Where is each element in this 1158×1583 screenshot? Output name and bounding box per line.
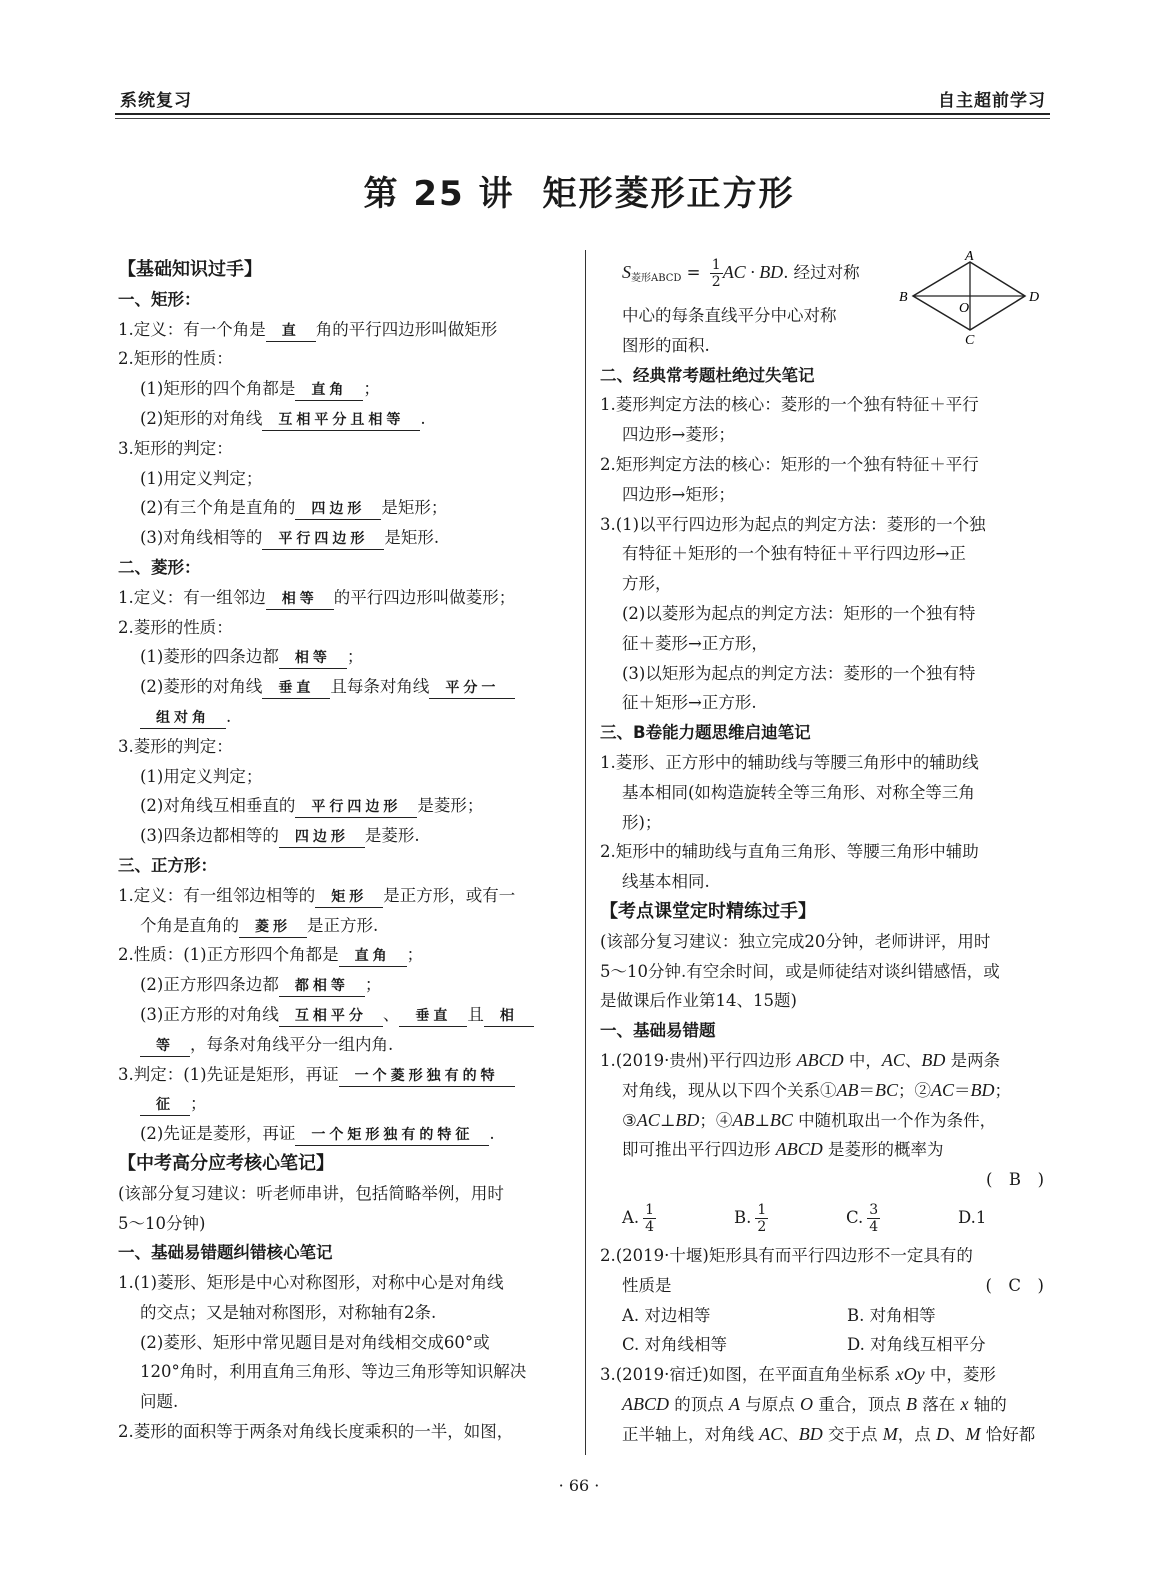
text: ； xyxy=(406,945,424,965)
fill-in-answer: 直角 xyxy=(339,946,407,967)
fill-in-answer: 相等 xyxy=(279,648,347,669)
text-line xyxy=(600,778,1052,808)
section-heading xyxy=(118,255,578,285)
fill-in-answer: 平分一 xyxy=(429,678,515,699)
lecture-number: 第 25 讲 xyxy=(363,174,515,214)
text-line xyxy=(118,1089,578,1119)
answer-options xyxy=(600,1195,1052,1241)
text: ＝ xyxy=(858,1080,875,1100)
text-line xyxy=(600,569,1052,599)
text: 有特征＋矩形的一个独有特征＋平行四边形→正 xyxy=(622,544,966,564)
math-symbol: BD xyxy=(921,1049,946,1070)
math-symbol: xOy xyxy=(895,1364,925,1385)
math-symbol: ABCD xyxy=(796,1049,844,1070)
text: 2.(2019·十堰)矩形具有而平行四边形不一定具有的 xyxy=(600,1245,973,1265)
text: 中随机取出一个作为条件， xyxy=(792,1110,997,1130)
text: 1.定义：有一个角是 xyxy=(118,319,266,339)
math-symbol: A xyxy=(729,1393,740,1414)
text: 一、基础易错题 xyxy=(600,1021,716,1041)
text: 3.菱形的判定： xyxy=(118,736,233,756)
fill-in-answer: 一个矩形独有的特征 xyxy=(295,1125,489,1146)
text: (2)矩形的对角线 xyxy=(140,408,263,428)
text: ，点 xyxy=(897,1424,937,1444)
text: 是菱形. xyxy=(364,826,420,846)
fill-in-answer: 直角 xyxy=(295,380,363,401)
text-line xyxy=(600,599,1052,629)
text: ；④ xyxy=(699,1110,733,1130)
text: 一、基础易错题纠错核心笔记 xyxy=(118,1243,333,1263)
option-fraction xyxy=(755,1202,768,1235)
math-symbol: AB xyxy=(836,1079,859,1100)
text-line xyxy=(600,450,1052,480)
text: 3.矩形的判定： xyxy=(118,438,233,458)
text-line xyxy=(600,1420,1052,1450)
text: (该部分复习建议：听老师串讲，包括简略举例，用时 xyxy=(118,1183,504,1203)
text: 2.菱形的面积等于两条对角线长度乘积的一半，如图， xyxy=(118,1422,514,1442)
text-line xyxy=(118,672,578,702)
text-line xyxy=(118,404,578,434)
text-line xyxy=(118,523,578,553)
text: (3)正方形的对角线 xyxy=(140,1004,279,1024)
text: 2.矩形的性质： xyxy=(118,349,233,369)
text: ③ xyxy=(622,1110,637,1130)
fill-in-answer: 四边形 xyxy=(279,827,365,848)
fill-in-answer: 互相平分且相等 xyxy=(262,410,420,431)
text: 是矩形. xyxy=(384,528,440,548)
text-line xyxy=(600,1241,1052,1271)
text-line xyxy=(118,702,578,732)
text: 3.(1)以平行四边形为起点的判定方法：菱形的一个独 xyxy=(600,514,986,534)
text: 【考点课堂定时精练过手】 xyxy=(600,900,816,922)
answer-choice: ( C ) xyxy=(985,1275,1044,1295)
text-line xyxy=(600,390,1052,420)
text: 是菱形的概率为 xyxy=(822,1140,944,1160)
text: 3.判定：(1)先证是矩形，再证 xyxy=(118,1064,339,1084)
fill-in-answer: 平行四边形 xyxy=(295,797,417,818)
text: 中， xyxy=(843,1050,882,1070)
text-line xyxy=(118,1298,578,1328)
text: 图形的面积. xyxy=(622,335,710,355)
text: 中，菱形 xyxy=(924,1365,996,1385)
text-line xyxy=(600,1390,1052,1420)
fill-in-answer: 一个菱形独有的特 xyxy=(339,1066,515,1087)
text: 性质是 xyxy=(622,1275,672,1295)
fill-in-answer: 等 xyxy=(140,1036,190,1057)
left-column xyxy=(118,255,578,1447)
fraction-denominator: 4 xyxy=(645,1218,655,1235)
text: ⊥ xyxy=(659,1110,676,1130)
text-line xyxy=(600,480,1052,510)
math-symbol: BC xyxy=(875,1079,899,1100)
section-heading xyxy=(118,1149,578,1179)
text: 的平行四边形叫做菱形； xyxy=(333,587,516,607)
fill-in-answer: 都相等 xyxy=(279,976,365,997)
text: 2.性质：(1)正方形四个角都是 xyxy=(118,945,339,965)
option-fraction xyxy=(643,1202,656,1235)
rhombus-figure xyxy=(895,250,1055,350)
fill-in-answer: 相等 xyxy=(266,589,334,610)
label-c: C xyxy=(965,333,975,348)
option-b xyxy=(847,1301,1072,1331)
text-line xyxy=(118,1387,578,1417)
text-line xyxy=(118,911,578,941)
text-line xyxy=(600,1165,1052,1195)
formula-expression: AC · BD xyxy=(722,262,784,282)
text: (2)菱形的对角线 xyxy=(140,677,263,697)
text: 四边形→矩形； xyxy=(622,484,735,504)
text-line xyxy=(118,1357,578,1387)
text: (2)有三个角是直角的 xyxy=(140,498,296,518)
fill-in-answer: 平行四边形 xyxy=(262,529,384,550)
text-line xyxy=(118,1209,578,1239)
text: 1.菱形判定方法的核心：菱形的一个独有特征＋平行 xyxy=(600,395,979,415)
text-line xyxy=(118,613,578,643)
text-line xyxy=(118,970,578,1000)
fill-in-answer: 互相平分 xyxy=(279,1006,383,1027)
text: 、 xyxy=(949,1424,966,1444)
text: 基本相同(如构造旋转全等三角形、对称全等三角 xyxy=(622,782,975,802)
math-symbol: O xyxy=(800,1393,813,1414)
text: ，每条对角线平分一组内角. xyxy=(190,1034,394,1054)
text: 即可推出平行四边形 xyxy=(622,1140,776,1160)
text: 1.定义：有一组邻边相等的 xyxy=(118,885,316,905)
fraction-numerator: 1 xyxy=(645,1201,655,1218)
text: 一、矩形： xyxy=(118,289,201,309)
math-symbol: ABCD xyxy=(622,1393,669,1414)
text-line xyxy=(118,1179,578,1209)
option-label: D. 对角线互相平分 xyxy=(847,1335,986,1355)
fraction-numerator: 1 xyxy=(711,257,721,273)
fill-in-answer: 矩形 xyxy=(315,887,383,908)
text-line xyxy=(118,1328,578,1358)
text-line xyxy=(600,986,1052,1016)
column-divider xyxy=(585,250,586,1455)
fraction-numerator: 3 xyxy=(869,1201,879,1218)
math-symbol: D xyxy=(936,1423,950,1444)
text: 2.矩形判定方法的核心：矩形的一个独有特征＋平行 xyxy=(600,454,979,474)
text: 120°角时，利用直角三角形、等边三角形等知识解决 xyxy=(140,1362,527,1382)
subsection-heading xyxy=(600,1016,1052,1046)
text-line xyxy=(600,659,1052,689)
text-line xyxy=(118,642,578,672)
text: (3)四条边都相等的 xyxy=(140,826,279,846)
text: 征＋菱形→正方形， xyxy=(622,633,768,653)
text: ； xyxy=(363,379,380,399)
text: ； xyxy=(346,647,364,667)
text: ＝ xyxy=(954,1080,971,1100)
text: 1.(2019·贵州)平行四边形 xyxy=(600,1050,797,1070)
text: 个角是直角的 xyxy=(140,915,239,935)
text: 轴的 xyxy=(968,1394,1007,1414)
math-symbol: B xyxy=(906,1393,917,1414)
text: 落在 xyxy=(917,1394,961,1414)
option-label: B. xyxy=(734,1207,752,1227)
text: (2)正方形四条边都 xyxy=(140,975,279,995)
text-line xyxy=(118,940,578,970)
header-rule xyxy=(115,113,1050,115)
fill-in-answer: 征 xyxy=(140,1095,190,1116)
text: 二、经典常考题杜绝过失笔记 xyxy=(600,365,815,385)
math-symbol: BD xyxy=(970,1079,995,1100)
option-a xyxy=(622,1195,734,1241)
text: 三、正方形： xyxy=(118,855,217,875)
text: (2)菱形、矩形中常见题目是对角线相交成60°或 xyxy=(140,1332,490,1352)
fraction-denominator: 4 xyxy=(869,1218,879,1235)
math-symbol: M xyxy=(965,1423,981,1444)
answer-options xyxy=(600,1301,1052,1331)
formula-tail: . 经过对称 xyxy=(783,263,860,282)
fill-in-answer: 相 xyxy=(484,1006,534,1027)
text: (1)菱形的四条边都 xyxy=(140,647,279,667)
header-series-label: 自主超前学习 xyxy=(938,91,1046,111)
math-symbol: x xyxy=(960,1393,969,1414)
text: 【中考高分应考核心笔记】 xyxy=(118,1152,334,1174)
math-symbol: BD xyxy=(675,1109,700,1130)
text: 四边形→菱形； xyxy=(622,425,735,445)
text-line xyxy=(600,1360,1052,1390)
label-o: O xyxy=(959,301,970,316)
option-label: D.1 xyxy=(958,1207,987,1227)
text: 中心的每条直线平分中心对称 xyxy=(622,306,837,325)
text: ；② xyxy=(898,1080,932,1100)
text-line xyxy=(118,344,578,374)
page-title xyxy=(0,166,1158,215)
text: (1)用定义判定； xyxy=(140,468,263,488)
fraction-numerator: 1 xyxy=(757,1201,767,1218)
text: 3.(2019·宿迁)如图，在平面直角坐标系 xyxy=(600,1365,896,1385)
math-symbol: M xyxy=(882,1423,898,1444)
text: 恰好都 xyxy=(980,1424,1036,1444)
text: 1.定义：有一组邻边 xyxy=(118,587,266,607)
text: (2)以菱形为起点的判定方法：矩形的一个独有特 xyxy=(622,603,976,623)
math-symbol: AC xyxy=(881,1049,905,1070)
text: 的顶点 xyxy=(669,1394,729,1414)
option-label: C. 对角线相等 xyxy=(622,1335,728,1355)
text-line xyxy=(118,583,578,613)
fill-in-answer: 组对角 xyxy=(140,708,226,729)
text: 重合，顶点 xyxy=(813,1394,906,1414)
math-symbol: AC xyxy=(931,1079,955,1100)
math-symbol: AC xyxy=(759,1423,783,1444)
text-line xyxy=(600,539,1052,569)
section-heading xyxy=(600,897,1052,927)
math-symbol: AB xyxy=(732,1109,755,1130)
answer-options xyxy=(600,1330,1052,1360)
text: . xyxy=(420,408,426,428)
text: 、 xyxy=(782,1424,799,1444)
fill-in-answer: 直 xyxy=(266,321,316,342)
text: 1.(1)菱形、矩形是中心对称图形，对称中心是对角线 xyxy=(118,1273,504,1293)
text-line xyxy=(600,629,1052,659)
text: ； xyxy=(190,1094,207,1114)
text-line xyxy=(118,374,578,404)
text: 、 xyxy=(904,1050,922,1070)
text-line xyxy=(600,510,1052,540)
text: 5～10分钟) xyxy=(118,1213,206,1233)
option-c xyxy=(846,1195,958,1241)
fill-in-answer: 垂直 xyxy=(399,1006,467,1027)
text-line xyxy=(118,1119,578,1149)
option-a xyxy=(622,1301,847,1331)
text: (该部分复习建议：独立完成20分钟，老师讲评，用时 xyxy=(600,931,991,951)
answer-choice: ( B ) xyxy=(986,1170,1044,1190)
header-rule-thin xyxy=(115,118,1050,119)
text: 线基本相同. xyxy=(622,872,710,892)
text: 对角线，现从以下四个关系① xyxy=(622,1080,837,1100)
text-line xyxy=(118,762,578,792)
text-line xyxy=(118,464,578,494)
text: 问题. xyxy=(140,1392,179,1412)
text-line xyxy=(118,821,578,851)
fill-in-answer: 菱形 xyxy=(239,917,307,938)
option-label: A. 对边相等 xyxy=(622,1305,711,1325)
text-line xyxy=(600,957,1052,987)
text: (2)对角线互相垂直的 xyxy=(140,796,296,816)
option-label: C. xyxy=(846,1207,864,1227)
text-line xyxy=(118,434,578,464)
page-number: · 66 · xyxy=(558,1476,600,1495)
option-label: B. 对角相等 xyxy=(847,1305,936,1325)
text-line xyxy=(118,1060,578,1090)
text: 2.矩形中的辅助线与直角三角形、等腰三角形中辅助 xyxy=(600,842,979,862)
text: 1.菱形、正方形中的辅助线与等腰三角形中的辅助线 xyxy=(600,752,979,772)
text-line xyxy=(600,688,1052,718)
text-line xyxy=(118,315,578,345)
text: 【基础知识过手】 xyxy=(118,259,262,280)
math-symbol: BD xyxy=(798,1423,823,1444)
option-label: A. xyxy=(622,1207,640,1227)
text: 2.菱形的性质： xyxy=(118,617,233,637)
text-line xyxy=(118,1417,578,1447)
option-fraction xyxy=(867,1202,880,1235)
text: 征＋矩形→正方形. xyxy=(622,693,757,713)
text-line xyxy=(600,867,1052,897)
formula-fraction xyxy=(710,257,723,290)
text: (1)矩形的四个角都是 xyxy=(140,379,296,399)
right-column xyxy=(600,255,1052,1449)
text: (1)用定义判定； xyxy=(140,766,263,786)
text: 正半轴上，对角线 xyxy=(622,1424,760,1444)
subsection-heading xyxy=(118,553,578,583)
text: (3)以矩形为起点的判定方法：菱形的一个独有特 xyxy=(622,663,976,683)
text-line xyxy=(600,748,1052,778)
text: 三、B卷能力题思维启迪笔记 xyxy=(600,723,811,743)
subsection-heading xyxy=(600,718,1052,748)
text: . xyxy=(489,1124,495,1144)
math-symbol: BC xyxy=(769,1109,793,1130)
text: 是做课后作业第14、15题) xyxy=(600,991,797,1011)
formula-subscript: 菱形ABCD xyxy=(631,273,682,284)
text: 二、菱形： xyxy=(118,557,201,577)
text-line xyxy=(118,1030,578,1060)
text: 是两条 xyxy=(945,1050,1001,1070)
text-line xyxy=(600,837,1052,867)
text-line xyxy=(600,808,1052,838)
text-line xyxy=(600,420,1052,450)
fraction-denominator: 2 xyxy=(757,1218,767,1235)
text: 角的平行四边形叫做矩形 xyxy=(315,319,498,339)
text: (3)对角线相等的 xyxy=(140,528,263,548)
text-line xyxy=(600,927,1052,957)
math-symbol: ABCD xyxy=(775,1139,823,1160)
text: 形)； xyxy=(622,812,662,832)
text: ； xyxy=(994,1080,1012,1100)
text: 的交点；又是轴对称图形，对称轴有2条. xyxy=(140,1302,437,1322)
text-line xyxy=(118,1000,578,1030)
label-b: B xyxy=(899,290,908,305)
text: 是矩形； xyxy=(381,498,448,518)
text: ； xyxy=(364,975,382,995)
text: 、 xyxy=(382,1004,400,1024)
text: 是正方形，或有一 xyxy=(383,885,516,905)
text-line xyxy=(118,1268,578,1298)
text: 5～10分钟.有空余时间，或是师徒结对谈纠错感悟，或 xyxy=(600,961,1000,981)
text-line xyxy=(600,1135,1052,1165)
text: (2)先证是菱形，再证 xyxy=(140,1124,296,1144)
text: 是菱形； xyxy=(417,796,484,816)
text-line xyxy=(118,493,578,523)
text-line xyxy=(118,791,578,821)
text-line xyxy=(118,732,578,762)
subsection-heading xyxy=(118,851,578,881)
math-symbol: AC xyxy=(636,1109,660,1130)
text-line xyxy=(600,1271,1052,1301)
text: 是正方形. xyxy=(307,915,379,935)
fraction-denominator: 2 xyxy=(711,274,721,290)
option-b xyxy=(847,1330,1072,1360)
label-d: D xyxy=(1029,290,1040,305)
text: 交于点 xyxy=(822,1424,883,1444)
subsection-heading xyxy=(118,285,578,315)
text-line xyxy=(600,1046,1052,1076)
text-line xyxy=(600,1106,1052,1136)
option-b xyxy=(734,1195,846,1241)
text: ⊥ xyxy=(754,1110,770,1130)
subsection-heading xyxy=(600,361,1052,391)
option-d xyxy=(958,1195,1070,1241)
formula-equals: = xyxy=(681,263,706,282)
header-section-label: 系统复习 xyxy=(120,91,192,111)
lecture-topic: 矩形菱形正方形 xyxy=(542,174,795,214)
text: 且每条对角线 xyxy=(330,677,430,697)
text-line xyxy=(118,881,578,911)
fill-in-answer: 垂直 xyxy=(262,678,330,699)
subsection-heading xyxy=(118,1238,578,1268)
option-a xyxy=(622,1330,847,1360)
fill-in-answer: 四边形 xyxy=(295,499,381,520)
label-a: A xyxy=(965,250,974,264)
formula-s: S xyxy=(622,262,631,282)
text: 与原点 xyxy=(740,1394,800,1414)
text-line xyxy=(600,1076,1052,1106)
text: . xyxy=(226,706,232,726)
text: 且 xyxy=(467,1004,484,1024)
text: 方形， xyxy=(622,574,672,594)
